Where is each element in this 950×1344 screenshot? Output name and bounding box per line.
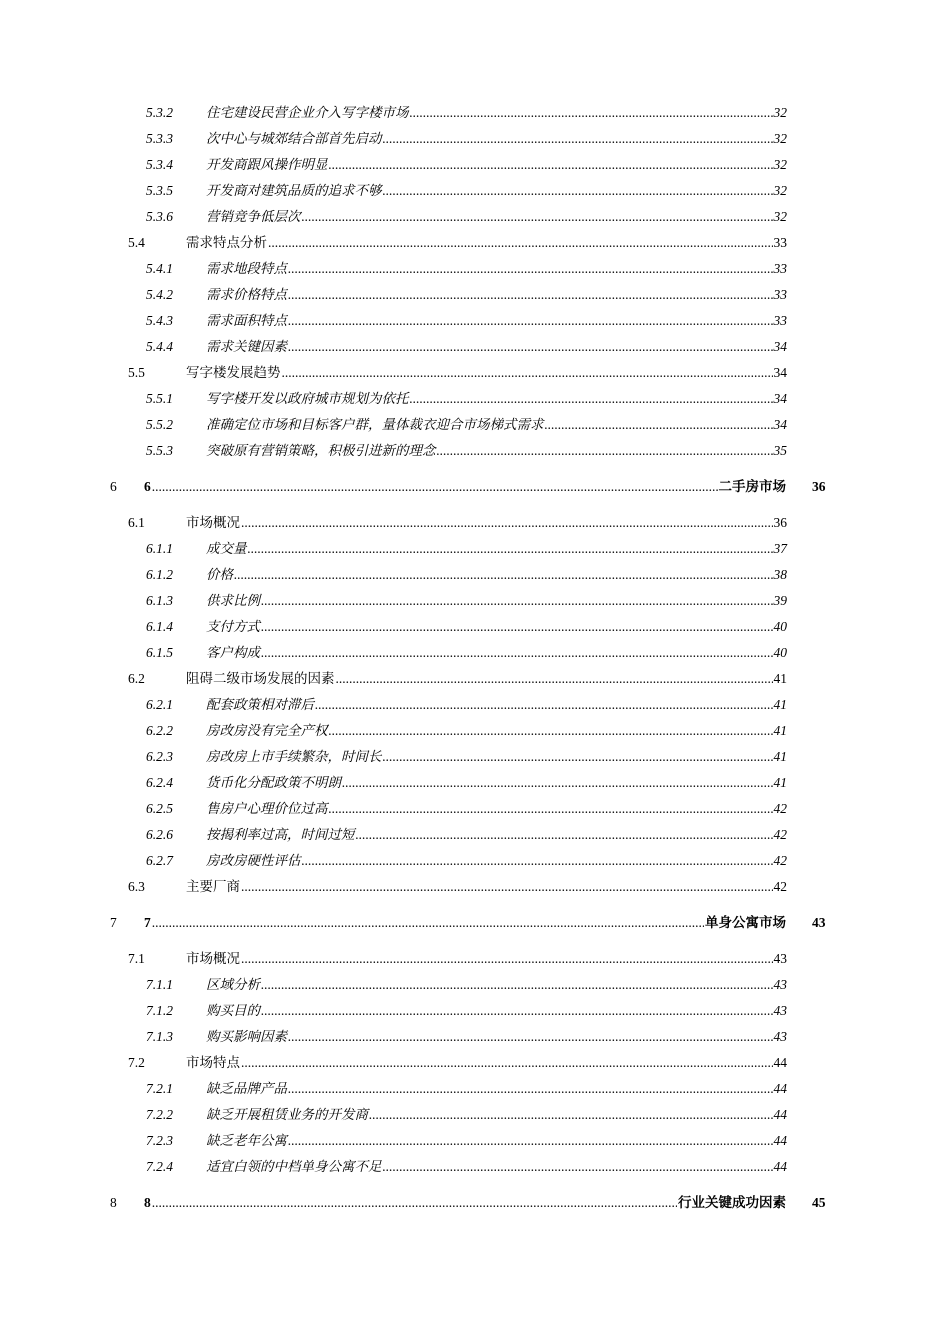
- dot-leader: [329, 155, 773, 175]
- toc-entry-number: 6.2.4: [146, 775, 173, 790]
- toc-page-number: 34: [773, 417, 787, 432]
- toc-page-number: 42: [773, 801, 787, 816]
- dot-leader: [288, 259, 773, 279]
- toc-entry-body: [206, 539, 787, 559]
- toc-entry-body: [206, 1157, 787, 1177]
- toc-entry-body: [206, 747, 787, 767]
- toc-page-number: 32: [773, 209, 787, 224]
- toc-page-number: 41: [773, 775, 787, 790]
- toc-entry-body: [186, 877, 787, 897]
- dot-leader: [329, 799, 773, 819]
- dot-leader: [356, 825, 773, 845]
- toc-entry-body: [206, 337, 787, 357]
- toc-entry-number: 7.2: [128, 1055, 145, 1070]
- toc-entry-title: 缺乏老年公寓: [206, 1133, 287, 1148]
- dot-leader: [383, 1157, 773, 1177]
- toc-entry-number: 6.2.2: [146, 723, 173, 738]
- dot-leader: [383, 181, 773, 201]
- toc-entry-number: 6: [110, 479, 117, 494]
- toc-page-number: 43: [773, 977, 787, 992]
- toc-entry-number: 7.1: [128, 951, 145, 966]
- toc-page-number: 32: [773, 183, 787, 198]
- toc-page-number: 44: [773, 1081, 787, 1096]
- dot-leader: [261, 591, 773, 611]
- toc-entry-body: [206, 103, 787, 123]
- dot-leader: [336, 669, 773, 689]
- toc-entry-title: 突破原有营销策略，积极引进新的理念: [206, 443, 436, 458]
- toc-page-number: 33: [773, 261, 787, 276]
- toc-entry-body: [186, 949, 787, 969]
- toc-page-number: 44: [773, 1133, 787, 1148]
- toc-entry-body: [144, 913, 786, 933]
- toc-entry-body: [144, 1193, 786, 1213]
- toc-chapter-title: 二手房市场: [718, 479, 786, 494]
- toc-entry-title: 需求特点分析: [186, 235, 267, 250]
- toc-entry-body: [206, 155, 787, 175]
- toc-entry-title: 价格: [206, 567, 233, 582]
- dot-leader: [241, 877, 773, 897]
- toc-entry-body: [186, 1053, 787, 1073]
- toc-page-number: 42: [773, 827, 787, 842]
- toc-page-number: 32: [773, 105, 787, 120]
- dot-leader: [152, 913, 704, 933]
- dot-leader: [410, 103, 773, 123]
- dot-leader: [152, 1193, 677, 1213]
- toc-entry-title: 开发商对建筑品质的追求不够: [206, 183, 382, 198]
- toc-entry-title: 住宅建设民营企业介入写字楼市场: [206, 105, 409, 120]
- dot-leader: [261, 643, 773, 663]
- toc-page-number: 41: [773, 723, 787, 738]
- toc-entry-title: 市场概况: [186, 515, 240, 530]
- toc-page-number: 34: [773, 365, 787, 380]
- toc-page-number: 35: [773, 443, 787, 458]
- toc-entry-number: 7.1.3: [146, 1029, 173, 1044]
- dot-leader: [268, 233, 773, 253]
- toc-entry-title: 房改房硬性评估: [206, 853, 301, 868]
- toc-entry-number: 6.1: [128, 515, 145, 530]
- toc-page-number: 45: [812, 1195, 826, 1210]
- dot-leader: [288, 337, 773, 357]
- toc-page-number: 41: [773, 671, 787, 686]
- toc-entry-body: [206, 565, 787, 585]
- dot-leader: [288, 1079, 773, 1099]
- toc-entry-body: [206, 259, 787, 279]
- toc-entry-title: 写字楼开发以政府城市规划为依托: [206, 391, 409, 406]
- toc-page-number: 33: [773, 235, 787, 250]
- dot-leader: [315, 695, 773, 715]
- toc-page-number: 38: [773, 567, 787, 582]
- toc-entry-number: 6.1.4: [146, 619, 173, 634]
- toc-entry-body: [206, 441, 787, 461]
- dot-leader: [241, 1053, 773, 1073]
- toc-entry-number: 5.4: [128, 235, 145, 250]
- toc-entry-body: [206, 129, 787, 149]
- toc-chapter-number: 8: [144, 1195, 151, 1210]
- dot-leader: [288, 285, 773, 305]
- toc-entry-body: [206, 415, 787, 435]
- toc-entry-title: 购买影响因素: [206, 1029, 287, 1044]
- toc-entry-body: [186, 513, 787, 533]
- toc-entry-body: [206, 975, 787, 995]
- toc-entry-number: 7.2.1: [146, 1081, 173, 1096]
- dot-leader: [152, 477, 718, 497]
- dot-leader: [261, 1001, 773, 1021]
- toc-entry-title: 阻碍二级市场发展的因素: [186, 671, 335, 686]
- toc-entry-number: 6.2.7: [146, 853, 173, 868]
- toc-entry-title: 房改房上市手续繁杂，时间长: [206, 749, 382, 764]
- toc-entry-body: [206, 1105, 787, 1125]
- toc-entry-title: 开发商跟风操作明显: [206, 157, 328, 172]
- toc-entry-number: 5.5.3: [146, 443, 173, 458]
- toc-entry-number: 6.1.2: [146, 567, 173, 582]
- toc-entry-title: 配套政策相对滞后: [206, 697, 314, 712]
- toc-entry-number: 6.2.1: [146, 697, 173, 712]
- dot-leader: [288, 1027, 773, 1047]
- toc-page-number: 41: [773, 697, 787, 712]
- toc-entry-number: 7.2.2: [146, 1107, 173, 1122]
- toc-page-number: 43: [773, 1029, 787, 1044]
- toc-page-number: 44: [773, 1107, 787, 1122]
- toc-entry-number: 5.5: [128, 365, 145, 380]
- toc-entry-title: 营销竞争低层次: [206, 209, 301, 224]
- toc-entry-number: 5.4.3: [146, 313, 173, 328]
- toc-entry-title: 需求地段特点: [206, 261, 287, 276]
- dot-leader: [369, 1105, 773, 1125]
- toc-entry-number: 5.4.4: [146, 339, 173, 354]
- dot-leader: [383, 747, 773, 767]
- toc-entry-body: [206, 825, 787, 845]
- toc-entry-number: 6.1.5: [146, 645, 173, 660]
- toc-entry-title: 购买目的: [206, 1003, 260, 1018]
- dot-leader: [410, 389, 773, 409]
- toc-page-number: 40: [773, 619, 787, 634]
- toc-entry-title: 缺乏品牌产品: [206, 1081, 287, 1096]
- toc-page-number: 44: [773, 1159, 787, 1174]
- toc-entry-body: [186, 233, 787, 253]
- toc-page-number: 42: [773, 853, 787, 868]
- toc-page-number: 36: [812, 479, 826, 494]
- toc-entry-number: 5.3.5: [146, 183, 173, 198]
- toc-entry-title: 市场概况: [186, 951, 240, 966]
- toc-entry-number: 5.3.3: [146, 131, 173, 146]
- toc-entry-title: 需求面积特点: [206, 313, 287, 328]
- toc-page-number: 34: [773, 339, 787, 354]
- toc-page-number: 39: [773, 593, 787, 608]
- dot-leader: [234, 565, 773, 585]
- toc-entry-number: 6.2.3: [146, 749, 173, 764]
- toc-page-number: 33: [773, 313, 787, 328]
- dot-leader: [302, 851, 773, 871]
- toc-entry-body: [186, 669, 787, 689]
- toc-entry-number: 7.2.3: [146, 1133, 173, 1148]
- dot-leader: [241, 513, 773, 533]
- toc-entry-number: 5.3.4: [146, 157, 173, 172]
- toc-entry-title: 成交量: [206, 541, 247, 556]
- toc-page-number: 34: [773, 391, 787, 406]
- toc-entry-number: 5.3.6: [146, 209, 173, 224]
- toc-entry-body: [206, 1001, 787, 1021]
- toc-entry-number: 5.5.2: [146, 417, 173, 432]
- toc-chapter-title: 行业关键成功因素: [678, 1195, 786, 1210]
- toc-entry-body: [206, 1027, 787, 1047]
- dot-leader: [282, 363, 773, 383]
- dot-leader: [342, 773, 773, 793]
- toc-entry-title: 按揭利率过高，时间过短: [206, 827, 355, 842]
- toc-page-number: 33: [773, 287, 787, 302]
- toc-entry-title: 需求关键因素: [206, 339, 287, 354]
- toc-page-number: 43: [773, 951, 787, 966]
- toc-entry-body: [206, 181, 787, 201]
- toc-entry-body: [206, 643, 787, 663]
- toc-page-number: 40: [773, 645, 787, 660]
- toc-entry-number: 8: [110, 1195, 117, 1210]
- toc-page-number: 32: [773, 131, 787, 146]
- toc-entry-title: 供求比例: [206, 593, 260, 608]
- toc-entry-body: [206, 617, 787, 637]
- toc-entry-number: 7.2.4: [146, 1159, 173, 1174]
- toc-entry-title: 适宜白领的中档单身公寓不足: [206, 1159, 382, 1174]
- toc-page-number: 43: [773, 1003, 787, 1018]
- dot-leader: [288, 1131, 773, 1151]
- toc-page-number: 32: [773, 157, 787, 172]
- toc-chapter-number: 6: [144, 479, 151, 494]
- toc-entry-body: [206, 799, 787, 819]
- toc-entry-title: 房改房没有完全产权: [206, 723, 328, 738]
- toc-chapter-title: 单身公寓市场: [705, 915, 786, 930]
- toc-entry-number: 6.1.3: [146, 593, 173, 608]
- toc-entry-body: [206, 773, 787, 793]
- toc-entry-body: [206, 389, 787, 409]
- dot-leader: [241, 949, 773, 969]
- toc-entry-number: 7.1.1: [146, 977, 173, 992]
- toc-chapter-number: 7: [144, 915, 151, 930]
- toc-entry-title: 客户构成: [206, 645, 260, 660]
- toc-entry-title: 货币化分配政策不明朗: [206, 775, 341, 790]
- toc-entry-title: 准确定位市场和目标客户群，量体裁衣迎合市场梯式需求: [206, 417, 544, 432]
- toc-entry-title: 写字楼发展趋势: [186, 365, 281, 380]
- toc-entry-body: [144, 477, 786, 497]
- dot-leader: [248, 539, 773, 559]
- toc-entry-title: 主要厂商: [186, 879, 240, 894]
- toc-entry-title: 市场特点: [186, 1055, 240, 1070]
- toc-page-number: 44: [773, 1055, 787, 1070]
- toc-page-number: 41: [773, 749, 787, 764]
- toc-entry-title: 缺乏开展租赁业务的开发商: [206, 1107, 368, 1122]
- dot-leader: [302, 207, 773, 227]
- toc-entry-body: [206, 851, 787, 871]
- toc-entry-number: 5.4.2: [146, 287, 173, 302]
- toc-entry-body: [206, 591, 787, 611]
- toc-entry-number: 6.1.1: [146, 541, 173, 556]
- toc-entry-body: [206, 311, 787, 331]
- dot-leader: [261, 617, 773, 637]
- toc-entry-number: 7: [110, 915, 117, 930]
- toc-entry-title: 次中心与城郊结合部首先启动: [206, 131, 382, 146]
- toc-entry-body: [206, 1079, 787, 1099]
- toc-entry-number: 5.5.1: [146, 391, 173, 406]
- dot-leader: [383, 129, 773, 149]
- toc-entry-body: [206, 1131, 787, 1151]
- dot-leader: [437, 441, 773, 461]
- toc-entry-number: 6.2.6: [146, 827, 173, 842]
- dot-leader: [288, 311, 773, 331]
- toc-entry-title: 需求价格特点: [206, 287, 287, 302]
- toc-entry-title: 区域分析: [206, 977, 260, 992]
- toc-page-number: 37: [773, 541, 787, 556]
- dot-leader: [329, 721, 773, 741]
- toc-page-number: 43: [812, 915, 826, 930]
- toc-page-number: 36: [773, 515, 787, 530]
- dot-leader: [261, 975, 773, 995]
- toc-entry-number: 5.3.2: [146, 105, 173, 120]
- toc-entry-number: 7.1.2: [146, 1003, 173, 1018]
- toc-entry-title: 售房户心理价位过高: [206, 801, 328, 816]
- toc-entry-body: [206, 285, 787, 305]
- toc-entry-number: 5.4.1: [146, 261, 173, 276]
- toc-page-number: 42: [773, 879, 787, 894]
- toc-entry-body: [206, 721, 787, 741]
- dot-leader: [545, 415, 773, 435]
- toc-entry-body: [206, 207, 787, 227]
- toc-entry-body: [186, 363, 787, 383]
- toc-entry-number: 6.3: [128, 879, 145, 894]
- toc-entry-number: 6.2: [128, 671, 145, 686]
- toc-entry-body: [206, 695, 787, 715]
- toc-entry-number: 6.2.5: [146, 801, 173, 816]
- toc-entry-title: 支付方式: [206, 619, 260, 634]
